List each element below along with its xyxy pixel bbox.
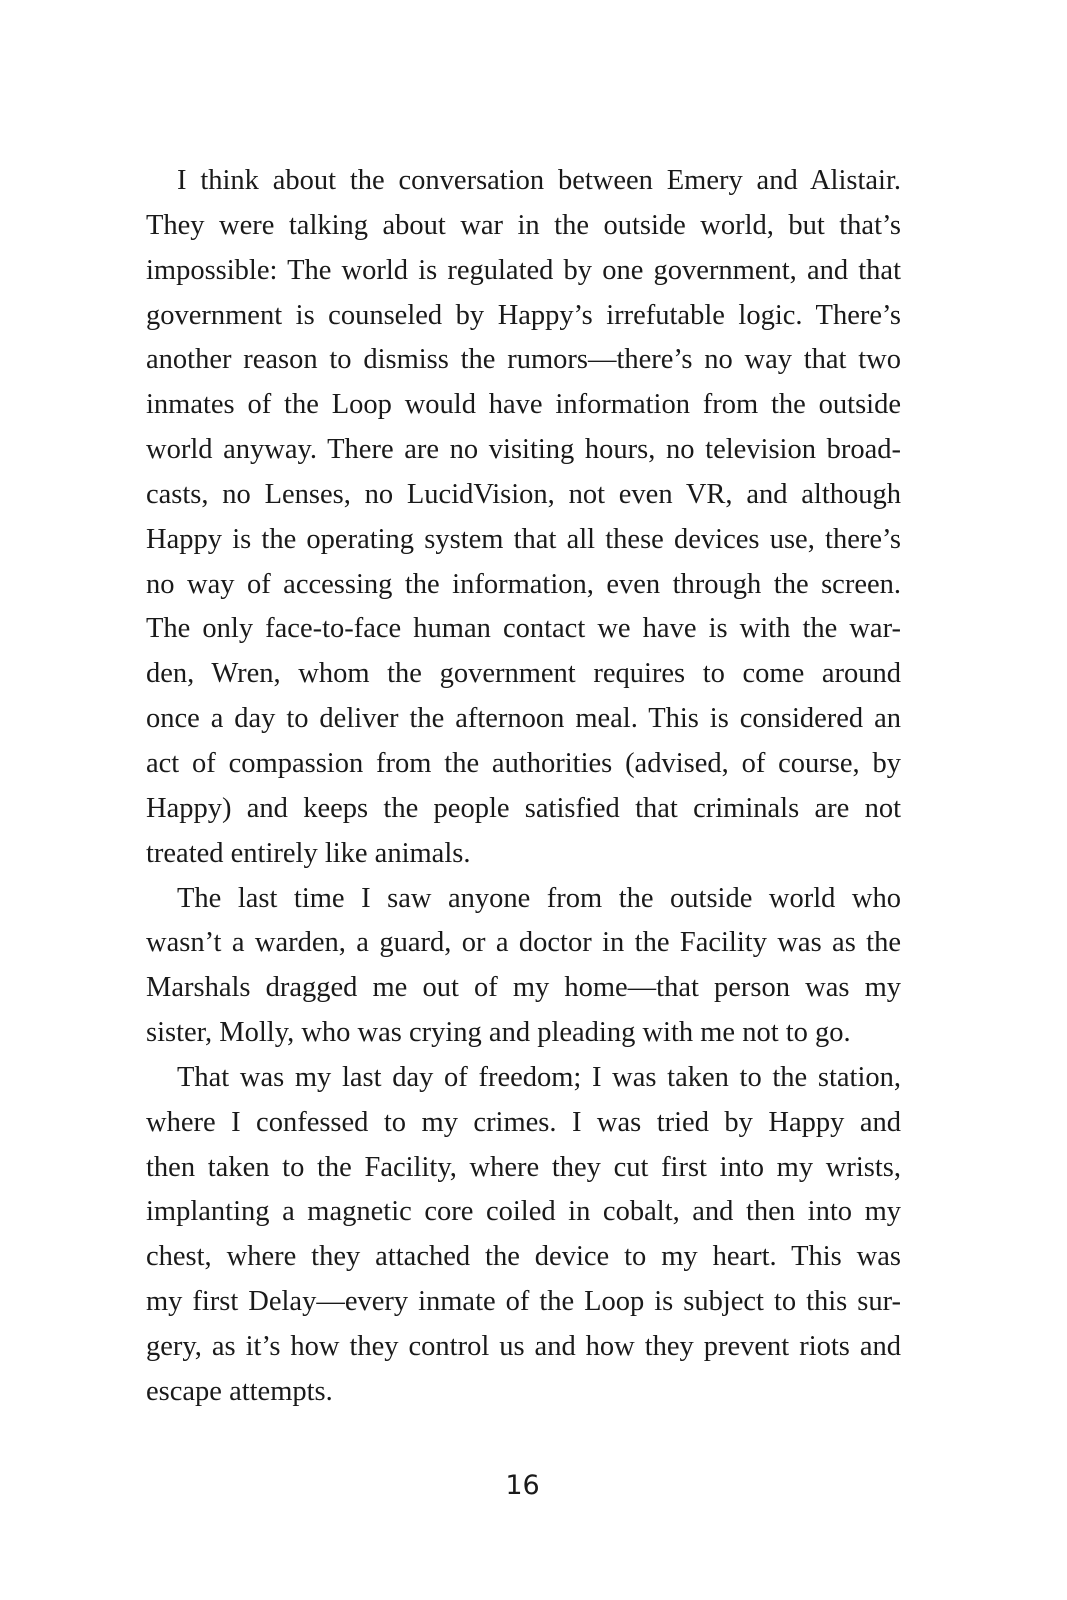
text-line: casts, no Lenses, no LucidVision, not even VR, and although: [146, 478, 901, 510]
text-line: impossible: The world is regulated by one government, and that: [146, 254, 901, 286]
text-line: where I confessed to my crimes. I was tried by Happy and: [146, 1106, 901, 1138]
text-line: Happy) and keeps the people satisfied that criminals are not: [146, 792, 901, 824]
text-line: gery, as it’s how they control us and how they prevent riots and: [146, 1330, 901, 1362]
text-line: They were talking about war in the outside world, but that’s: [146, 209, 901, 241]
text-line: The only face-to-face human contact we have is with the war-: [146, 613, 901, 645]
paragraph: [146, 1056, 901, 1415]
text-line: inmates of the Loop would have information from the outside: [146, 389, 901, 421]
text-line: I think about the conversation between Emery and Alistair.: [177, 165, 901, 196]
text-line: no way of accessing the information, even through the screen.: [146, 568, 901, 600]
text-line: escape attempts.: [146, 1375, 333, 1407]
text-line: government is counseled by Happy’s irrefutable logic. There’s: [146, 299, 901, 331]
text-line: den, Wren, whom the government requires to come around: [146, 658, 901, 690]
text-line: wasn’t a warden, a guard, or a doctor in the Facility was as the: [146, 927, 901, 959]
page-number: 16: [505, 1470, 540, 1501]
text-line: implanting a magnetic core coiled in cobalt, and then into my: [146, 1196, 901, 1228]
text-line: once a day to deliver the afternoon meal. This is considered an: [146, 703, 901, 735]
text-line: The last time I saw anyone from the outside world who: [177, 882, 901, 914]
text-line: Marshals dragged me out of my home—that person was my: [146, 972, 901, 1004]
text-line: world anyway. There are no visiting hours, no television broad-: [146, 434, 901, 466]
text-line: sister, Molly, who was crying and pleading with me not to go.: [146, 1017, 851, 1049]
text-line: act of compassion from the authorities (advised, of course, by: [146, 747, 901, 779]
text-line: Happy is the operating system that all these devices use, there’s: [146, 523, 901, 555]
text-line: treated entirely like animals.: [146, 837, 471, 869]
paragraph: [146, 159, 901, 877]
paragraph: [146, 877, 901, 1056]
text-line: another reason to dismiss the rumors—there’s no way that two: [146, 344, 901, 376]
body-text: [146, 159, 901, 1415]
text-line: my first Delay—every inmate of the Loop is subject to this sur-: [146, 1286, 901, 1318]
text-line: chest, where they attached the device to my heart. This was: [146, 1241, 901, 1273]
text-line: then taken to the Facility, where they cut first into my wrists,: [146, 1151, 901, 1183]
text-line: That was my last day of freedom; I was taken to the station,: [177, 1061, 901, 1093]
